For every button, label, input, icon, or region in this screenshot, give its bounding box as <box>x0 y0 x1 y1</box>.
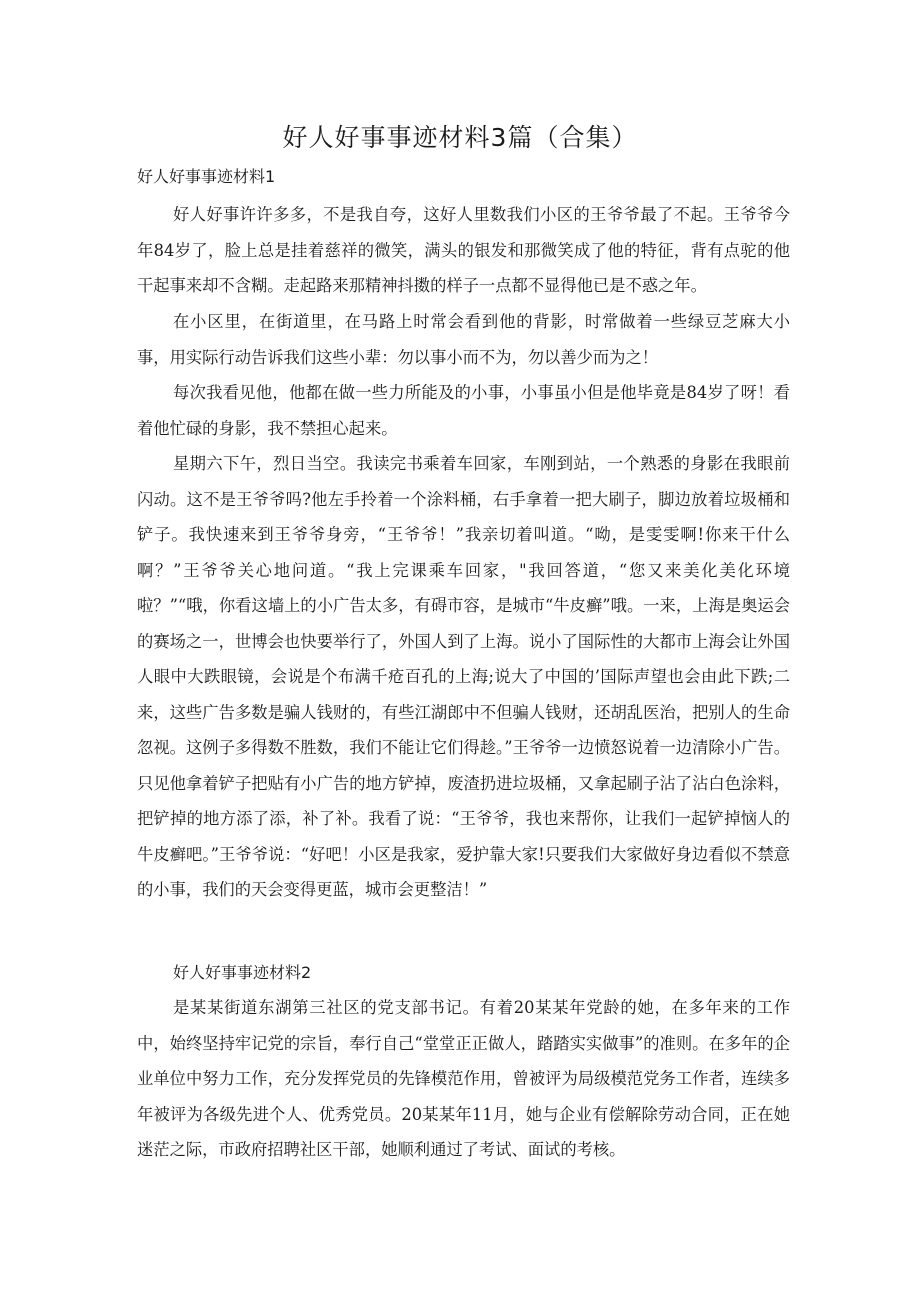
paragraph-1-2: 在小区里，在街道里，在马路上时常会看到他的背影，时常做着一些绿豆芝麻大小事，用实际行动告诉我们这些小辈：勿以事小而不为，勿以善少而为之！ <box>137 312 790 367</box>
section-heading-1: 好人好事事迹材料1 <box>137 167 276 186</box>
paragraph-1-1: 好人好事许许多多，不是我自夸，这好人里数我们小区的王爷爷最了不起。王爷爷今年84岁了，脸上总是挂着慈祥的微笑，满头的银发和那微笑成了他的特征，背有点驼的他干起事来却不含糊。走起路来那精神抖擞的样子一点都不显得他已是不惑之年。 <box>137 205 790 295</box>
document-title: 好人好事事迹材料3篇（合集） <box>282 123 638 152</box>
section-heading-2: 好人好事事迹材料2 <box>173 963 312 982</box>
paragraph-1-4: 星期六下午，烈日当空。我读完书乘着车回家，车刚到站，一个熟悉的身影在我眼前闪动。这不是王爷爷吗?他左手拎着一个涂料桶，右手拿着一把大刷子，脚边放着垃圾桶和铲子。我快速来到王爷爷身旁，“王爷爷！”我亲切着叫道。“呦，是雯雯啊!你来干什么啊？”王爷爷关心地问道。“我上完课乘车回家，"我回答道，“您又来美化美化环境啦？”“哦，你看这墙上的小广告太多，有碍市容，是城市“牛皮癣”哦。一来，上海是奥运会的赛场之一，世博会也快要举行了，外国人到了上海。说小了国际性的大都市上海会让外国人眼中大跌眼镜，会说是个布满千疮百孔的上海;说大了中国的’国际声望也会由此下跌;二来，这些广告多数是骗人钱财的，有些江湖郎中不但骗人钱财，还胡乱医治，把别人的生命忽视。这例子多得数不胜数，我们不能让它们得趁。”王爷爷一边愤怒说着一边清除小广告。只见他拿着铲子把贴有小广告的地方铲掉，废渣扔进垃圾桶，又拿起刷子沾了沾白色涂料，把铲掉的地方添了添，补了补。我看了说：“王爷爷，我也来帮你，让我们一起铲掉恼人的牛皮癣吧。”王爷爷说：“好吧！小区是我家，爱护靠大家!只要我们大家做好身边看似不禁意的小事，我们的天会变得更蓝，城市会更整洁！” <box>137 454 790 899</box>
paragraph-1-3: 每次我看见他，他都在做一些力所能及的小事，小事虽小但是他毕竟是84岁了呀！看着他忙碌的身影，我不禁担心起来。 <box>137 383 790 438</box>
paragraph-2-1: 是某某街道东湖第三社区的党支部书记。有着20某某年党龄的她，在多年来的工作中，始终坚持牢记党的宗旨，奉行自己“堂堂正正做人，踏踏实实做事”的准则。在多年的企业单位中努力工作，充分发挥党员的先锋模范作用，曾被评为局级模范党务工作者，连续多年被评为各级先进个人、优秀党员。20某某年11月，她与企业有偿解除劳动合同，正在她迷茫之际，市政府招聘社区干部，她顺利通过了考试、面试的考核。 <box>137 998 790 1159</box>
